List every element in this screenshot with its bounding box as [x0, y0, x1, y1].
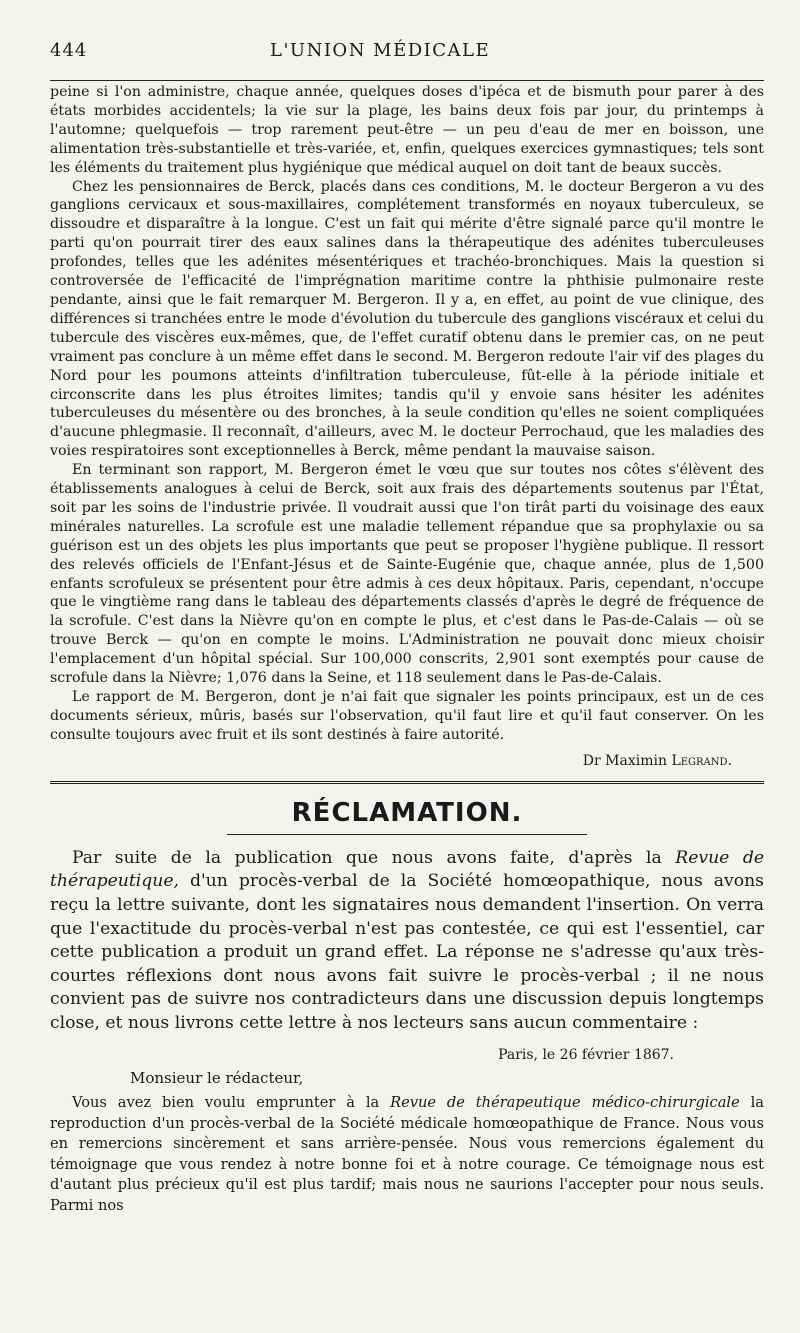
article-paragraph: peine si l'on administre, chaque année, quelques doses d'ipéca et de bismuth pour parer à des états morbides accidentels; la vie sur la plage, les bains deux fois par jour, du printemps à l'automne; quelquefois — trop rarement peut-être — un peu d'eau de mer en boisson, une alimentation très-substantielle et très-variée, et, enfin, quelques exercices gymnastiques; tels sont les éléments du traitement plus hygiénique que médical auquel on doit tant de beaux succès. [50, 84, 764, 176]
article-body [50, 83, 764, 745]
letter-text-end: la reproduction d'un procès-verbal de la Société médicale homœopathique de France. Nous vous en remercions sincèrement et sans arrière-pensée. Nous vous remercions également du témoignage que vous rendez à notre bonne foi et à notre courage. Ce témoignage nous est d'autant plus précieux qu'il est plus tardif; mais nous ne saurions l'accepter pour nous seuls. Parmi nos [50, 1094, 765, 1214]
intro-paragraph [50, 847, 764, 1036]
author-signature [50, 753, 732, 769]
page-header [50, 40, 764, 74]
letter-salutation: Monsieur le rédacteur, [130, 1069, 304, 1088]
section-divider [50, 781, 764, 784]
letter-dateline: Paris, le 26 février 1867. [498, 1047, 674, 1064]
letter-journal-italic: Revue de thérapeutique médico-chirurgicale [390, 1094, 740, 1112]
letter-paragraph [50, 1093, 764, 1216]
intro-text-start: Par suite de la publication que nous avons faite, d'après la [72, 847, 676, 868]
running-title: L'UNION MÉDICALE [270, 40, 491, 61]
journal-title-italic: Revue de thérapeutique, [50, 847, 764, 892]
signature-name: Legrand. [671, 752, 732, 769]
intro-text-end: d'un procès-verbal de la Société homœopathique, nous avons reçu la lettre suivante, dont les signataires nous demandent l'insertion. On verra que l'exactitude du procès-verbal n'est pas contestée, ce qui est l'essentiel, car cette publication a produit un grand effet. La réponse ne s'adresse qu'aux très-courtes réflexions dont nous avons fait suivre le procès-verbal ; il ne nous convient pas de suivre nos contradicteurs dans une discussion depuis longtemps close, et nous livrons cette lettre à nos lecteurs sans aucun commentaire : [50, 871, 764, 1033]
signature-prefix: Dr Maximin [582, 752, 667, 769]
letter-body [50, 1093, 764, 1216]
article-paragraph: En terminant son rapport, M. Bergeron émet le vœu que sur toutes nos côtes s'élèvent des établissements analogues à celui de Berck, soit aux frais des départements soutenus par l'État, soit par les soins de l'industrie privée. Il voudrait aussi que l'on tirât parti du voisinage des eaux minérales naturelles. La scrofule est une maladie tellement répandue que sa prophylaxie ou sa guérison est un des objets les plus importants que peut se proposer l'hygiène publique. Il ressort des relevés officiels de l'Enfant-Jésus et de Sainte-Eugénie que, chaque année, plus de 1,500 enfants scrofuleux se présentent pour être admis à ces deux hôpitaux. Paris, cependant, n'occupe que le vingtième rang dans le tableau des départements classés d'après le degré de fréquence de la scrofule. C'est dans la Nièvre qu'on en compte le plus, et c'est dans le Pas-de-Calais — où se trouve Berck — qu'on en compte le moins. L'Administration ne pouvait donc mieux choisir l'emplacement d'un hôpital spécial. Sur 100,000 conscrits, 2,901 sont exemptés pour cause de scrofule dans la Nièvre; 1,076 dans la Seine, et 118 seulement dans le Pas-de-Calais. [50, 462, 764, 687]
letter-text-start: Vous avez bien voulu emprunter à la [72, 1094, 391, 1112]
reclamation-intro [50, 847, 764, 1036]
section-title: RÉCLAMATION. [291, 797, 523, 828]
article-paragraph: Chez les pensionnaires de Berck, placés dans ces conditions, M. le docteur Bergeron a vu des ganglions cervicaux et sous-maxillaires, complétement transformés en noyaux tuberculeux, se dissoudre et disparaître à la longue. C'est un fait qui mérite d'être signalé parce qu'il montre le parti qu'on pourrait tirer des eaux salines dans la thérapeutique des adénites tuberculeuses profondes, telles que les adénites mésentériques et trachéo-bronchiques. Mais la question si controversée de l'efficacité de l'imprégnation maritime contre la phthisie pulmonaire reste pendante, ainsi que le fait remarquer M. Bergeron. Il y a, en effet, au point de vue clinique, des différences si tranchées entre le mode d'évolution du tubercule des ganglions viscéraux et celui du tubercule des viscères eux-mêmes, que, de l'effet curatif obtenu dans le premier cas, on ne peut vraiment pas conclure à un même effet dans le second. M. Bergeron redoute l'air vif des plages du Nord pour les poumons atteints d'infiltration tuberculeuse, fût-elle à la période initiale et circonscrite dans les plus étroites limites; tandis qu'il y envoie sans hésiter les adénites tuberculeuses du mésentère ou des bronches, à la seule condition qu'elles ne soient compliquées d'aucune phlegmasie. Il reconnaît, d'ailleurs, avec M. le docteur Perrochaud, que les maladies des voies respiratoires sont exceptionnelles à Berck, même pendant la mauvaise saison. [50, 178, 764, 460]
article-paragraph: Le rapport de M. Bergeron, dont je n'ai fait que signaler les points principaux, est un de ces documents sérieux, mûris, basés sur l'observation, qu'il faut lire et qu'il faut conserver. On les consulte toujours avec fruit et ils sont destinés à faire autorité. [50, 689, 764, 743]
header-rule [50, 80, 764, 81]
title-underline [227, 834, 587, 835]
page-number: 444 [50, 40, 88, 61]
